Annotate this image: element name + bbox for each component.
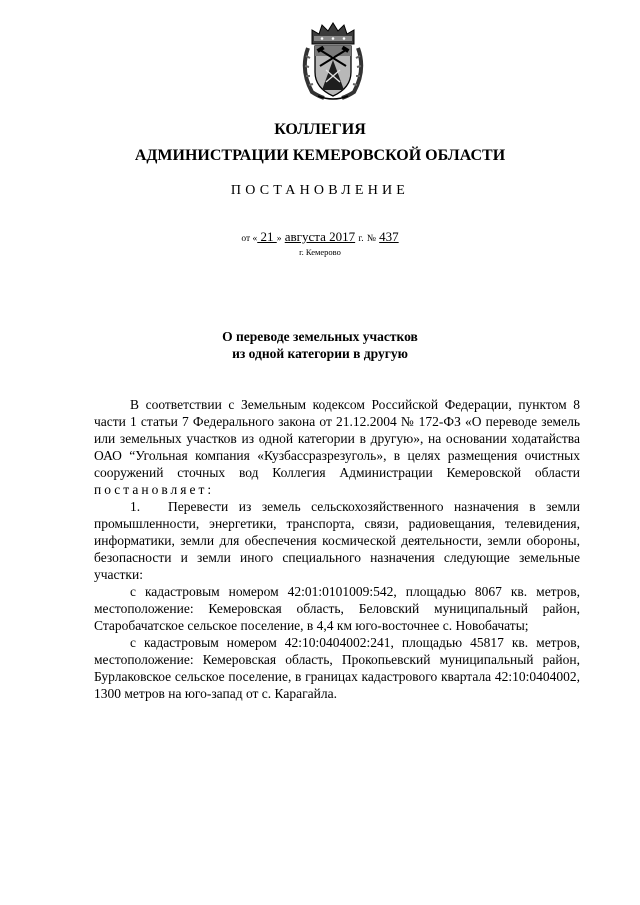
date-year-suffix: г. (358, 234, 364, 244)
parcel-1-paragraph: с кадастровым номером 42:01:0101009:542, площадью 8067 кв. метров, местоположение: Кемеровская область, Беловский муниципальный район, Старобачатское сельское поселение, в 4,4 км юго-восточнее с. Новобачаты; (94, 584, 580, 633)
date-number-line (0, 229, 640, 245)
document-body (94, 396, 580, 702)
date-day: 21 (260, 229, 274, 244)
number-sign: № (366, 234, 376, 244)
document-number: 437 (379, 229, 399, 244)
resolution-verb: постановляет: (94, 482, 215, 497)
document-type: ПОСТАНОВЛЕНИЕ (230, 183, 410, 198)
clause-number: 1. (130, 499, 141, 514)
title-line1: О переводе земельных участков (222, 329, 418, 344)
coat-of-arms-emblem (298, 22, 368, 102)
date-mid: » (276, 234, 282, 244)
parcel-2-paragraph: с кадастровым номером 42:10:0404002:241, площадью 45817 кв. метров, местоположение: Кемеровская область, Прокопьевский муниципальный район, Бурлаковское сельское поселение, в границах кадастрового квартала 42:10:0404002, 1300 метров на юго-запад от с. Карагайла. (94, 635, 580, 701)
date-month-year: августа 2017 (284, 229, 356, 244)
org-name-line2: АДМИНИСТРАЦИИ КЕМЕРОВСКОЙ ОБЛАСТИ (134, 147, 506, 164)
city-name: г. Кемерово (299, 247, 341, 257)
org-name-line1: КОЛЛЕГИЯ (274, 121, 366, 138)
date-prefix: от « (241, 234, 258, 244)
clause-1-paragraph: 1. Перевести из земель сельскохозяйственного назначения в земли промышленности, энергетики, транспорта, связи, радиовещания, телевидения, информатики, земли для обеспечения космической деятельности, земли обороны, безопасности и земли иного специального назначения следующие земельные участки: (94, 499, 580, 582)
document-title (0, 328, 640, 362)
preamble-paragraph: В соответствии с Земельным кодексом Российской Федерации, пунктом 8 части 1 статьи 7 Федерального закона от 21.12.2004 № 172-ФЗ «О переводе земель или земельных участков из одной категории в другую», на основании ходатайства ОАО “Угольная компания «Кузбассразрезуголь», в целях размещения очистных сооружений сточных вод Коллегия Администрации Кемеровской области постановляет: (94, 397, 580, 497)
title-line2: из одной категории в другую (232, 346, 408, 361)
